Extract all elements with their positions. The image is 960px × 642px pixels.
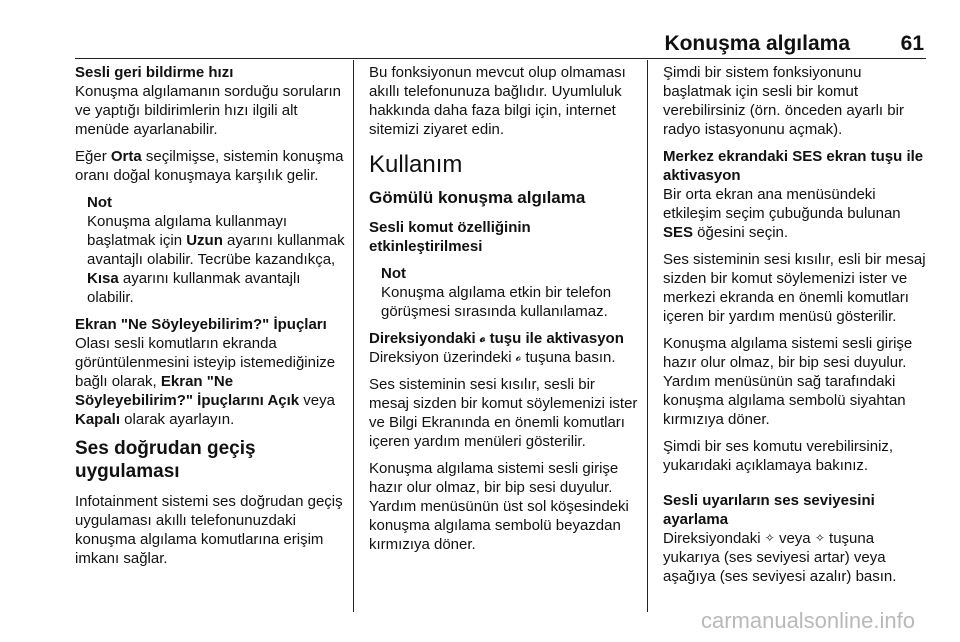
paragraph: Ses sisteminin sesi kısılır, esli bir mesaj sizden bir komut söylemenizi ister ve merkezi ekranda en önemli komutları içeren bir yardım menüsü gösterilir.: [663, 251, 926, 325]
header-divider: [75, 58, 926, 59]
chapter-heading: Kullanım: [369, 151, 463, 178]
section-title: Sesli komut özelliğinin etkinleştirilmesi: [369, 219, 531, 255]
paragraph: Konuşma algılama sistemi sesli girişe hazır olur olmaz, bir bip sesi duyulur. Yardım menüsünün üst sol köşesindeki konuşma algılama sembolü beyazdan kırmızıya döner.: [369, 460, 629, 553]
paragraph: Konuşma algılamanın sorduğu soruların ve yaptığı bildirimlerin hızı ilgili alt menüde ayarlanabilir.: [75, 83, 341, 138]
voice-command-icon: 𝓸: [515, 350, 522, 364]
paragraph: Konuşma algılama sistemi sesli girişe hazır olur olmaz, bir bip sesi duyulur. Yardım menüsünün sağ tarafındaki konuşma algılama sembolü siyahtan kırmızıya döner.: [663, 335, 913, 428]
paragraph: Infotainment sistemi ses doğrudan geçiş uygulaması akıllı telefonunuzdaki konuşma algılama komutlarına erişim imkanı sağlar.: [75, 493, 343, 567]
watermark: carmanualsonline.info: [700, 608, 915, 633]
note-box: [87, 193, 345, 307]
column-2: [369, 63, 639, 562]
note-body: Konuşma algılama kullanmayı başlatmak için Uzun ayarını kullanmak avantajlı olabilir. Tecrübe kazandıkça, Kısa ayarını kullanmak avantajlı olabilir.: [87, 213, 345, 306]
paragraph: Bu fonksiyonun mevcut olup olmaması akıllı telefonunuza bağlıdır. Uyumluluk hakkında daha faza bilgi için, internet sitemizi ziyaret edin.: [369, 64, 626, 138]
section-title: Sesli uyarıların ses seviyesini ayarlama: [663, 492, 875, 528]
voice-command-icon: 𝓸: [479, 331, 486, 345]
section-title: Direksiyondaki 𝓸 tuşu ile aktivasyon: [369, 330, 624, 347]
paragraph: Ses sisteminin sesi kısılır, sesli bir mesaj sizden bir komut söylemenizi ister ve Bilgi Ekranında en önemli komutları içeren yardım menüleri gösterilir.: [369, 376, 638, 450]
section-heading: Ses doğrudan geçiş uygulaması: [75, 438, 256, 482]
note-title: Not: [87, 194, 112, 211]
section-heading: Gömülü konuşma algılama: [369, 188, 586, 207]
paragraph: Bir orta ekran ana menüsündeki etkileşim seçim çubuğunda bulunan SES öğesini seçin.: [663, 186, 901, 241]
note-body: Konuşma algılama etkin bir telefon görüşmesi sırasında kullanılamaz.: [381, 284, 612, 320]
column-3: [663, 63, 931, 594]
section-title: Sesli geri bildirme hızı: [75, 64, 234, 81]
paragraph: Şimdi bir ses komutu verebilirsiniz, yukarıdaki açıklamaya bakınız.: [663, 438, 894, 474]
column-1: [75, 63, 345, 576]
paragraph: Olası sesli komutların ekranda görüntülenmesini isteyip istemediğinize bağlı olarak, Ekran "Ne Söyleyebilirim?" İpuçlarını Açık veya Kapalı olarak ayarlayın.: [75, 335, 336, 428]
volume-icon: ✧: [814, 531, 825, 545]
page-header: [0, 32, 960, 58]
section-title: Merkez ekrandaki SES ekran tuşu ile aktivasyon: [663, 148, 924, 184]
page-title: Konuşma algılama: [664, 32, 850, 55]
section-title: Ekran "Ne Söyleyebilirim?" İpuçları: [75, 316, 327, 333]
column-divider-2: [647, 60, 648, 612]
paragraph: Direksiyondaki ✧ veya ✧ tuşuna yukarıya (ses seviyesi artar) veya aşağıya (ses seviyesi azalır) basın.: [663, 530, 897, 585]
paragraph: Eğer Orta seçilmişse, sistemin konuşma oranı doğal konuşmaya karşılık gelir.: [75, 148, 344, 184]
paragraph: Direksiyon üzerindeki 𝓸 tuşuna basın.: [369, 349, 616, 366]
note-title: Not: [381, 265, 406, 282]
paragraph: Şimdi bir sistem fonksiyonunu başlatmak için sesli bir komut verebilirsiniz (örn. önceden ayarlı bir radyo istasyonunu açmak).: [663, 64, 904, 138]
page-number: 61: [900, 32, 924, 55]
volume-icon: ✧: [764, 531, 775, 545]
column-divider-1: [353, 60, 354, 612]
note-box: [381, 264, 639, 321]
